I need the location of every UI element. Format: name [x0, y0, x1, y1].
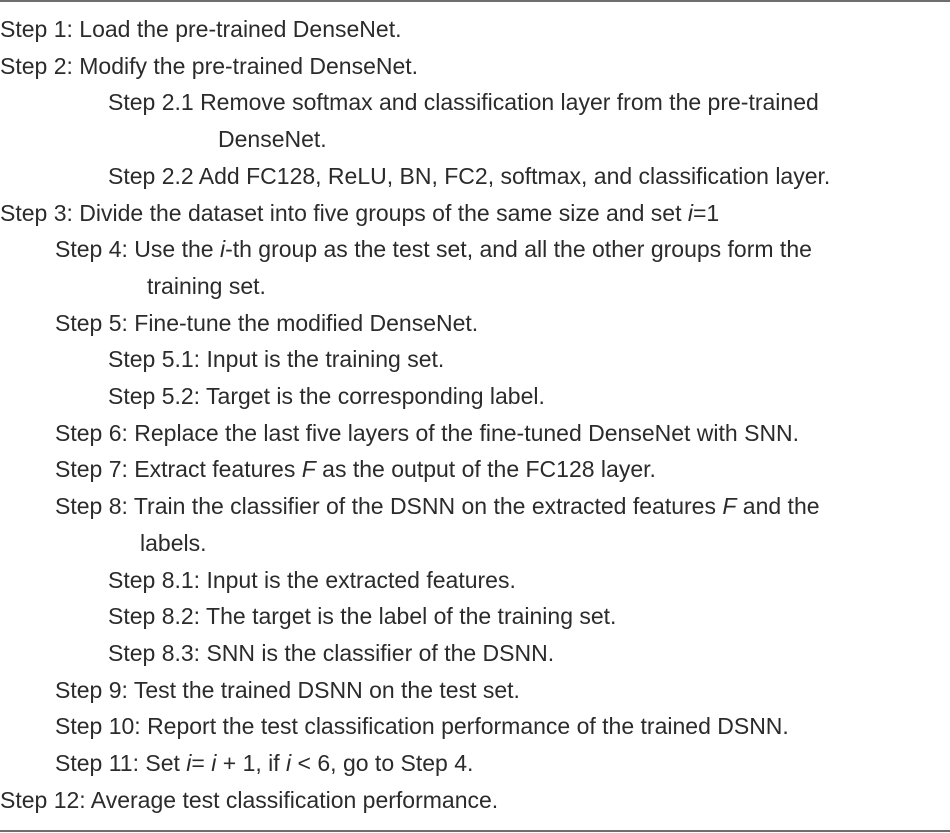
step-7: [0, 451, 950, 488]
step-4-text: Step 4: Use the: [55, 236, 220, 263]
step-4-line2: training set.: [147, 272, 266, 299]
step-4-text-end: -th group as the test set, and all the other groups form the: [225, 236, 812, 263]
step-8-text: Step 8: Train the classifier of the DSNN on the extracted features: [55, 493, 723, 520]
step-2: Step 2: Modify the pre-trained DenseNet.: [0, 52, 419, 79]
variable-i: i: [211, 750, 217, 777]
step-8-text-end: and the: [736, 493, 820, 520]
step-7-text: Step 7: Extract features: [55, 456, 302, 483]
step-8-2: Step 8.2: The target is the label of the training set.: [108, 603, 617, 630]
step-9: Step 9: Test the trained DSNN on the test set.: [55, 676, 520, 703]
step-5-1: Step 5.1: Input is the training set.: [108, 346, 445, 373]
algorithm-steps: [0, 11, 950, 818]
variable-f: F: [722, 493, 737, 520]
variable-i: i: [286, 750, 292, 777]
step-8-line2: labels.: [140, 529, 207, 556]
step-6: Step 6: Replace the last five layers of the fine-tuned DenseNet with SNN.: [55, 419, 800, 446]
step-5: Step 5: Fine-tune the modified DenseNet.: [55, 309, 479, 336]
variable-i: i: [186, 750, 192, 777]
step-11-text-end: < 6, go to Step 4.: [291, 750, 474, 777]
step-2-1-line2: DenseNet.: [218, 126, 327, 153]
step-3: [0, 195, 950, 232]
step-8-3: Step 8.3: SNN is the classifier of the DSNN.: [108, 639, 555, 666]
step-11-text: Step 11: Set: [55, 750, 187, 777]
variable-f: F: [301, 456, 316, 483]
top-rule: [0, 0, 950, 2]
step-12: Step 12: Average test classification performance.: [0, 786, 499, 813]
step-4: [0, 231, 950, 304]
variable-i: i: [219, 236, 226, 263]
step-8: [0, 488, 950, 561]
step-11-text-mid: =: [191, 750, 212, 777]
step-11: [0, 745, 950, 782]
step-2-1: [0, 84, 950, 157]
step-8-1: Step 8.1: Input is the extracted features.: [108, 566, 516, 593]
step-2-2: Step 2.2 Add FC128, ReLU, BN, FC2, softmax, and classification layer.: [108, 162, 831, 189]
variable-i: i: [687, 199, 693, 226]
step-3-text-end: =1: [692, 199, 720, 226]
step-3-text: Step 3: Divide the dataset into five groups of the same size and set: [0, 199, 688, 226]
step-10: Step 10: Report the test classification performance of the trained DSNN.: [55, 713, 789, 740]
bottom-rule: [0, 830, 950, 832]
step-1: Step 1: Load the pre-trained DenseNet.: [0, 16, 402, 42]
step-5-2: Step 5.2: Target is the corresponding label.: [108, 383, 545, 410]
step-7-text-end: as the output of the FC128 layer.: [315, 456, 656, 483]
step-2-1-line1: Step 2.1 Remove softmax and classification layer from the pre-trained: [108, 89, 819, 116]
step-11-text-mid: + 1, if: [216, 750, 287, 777]
